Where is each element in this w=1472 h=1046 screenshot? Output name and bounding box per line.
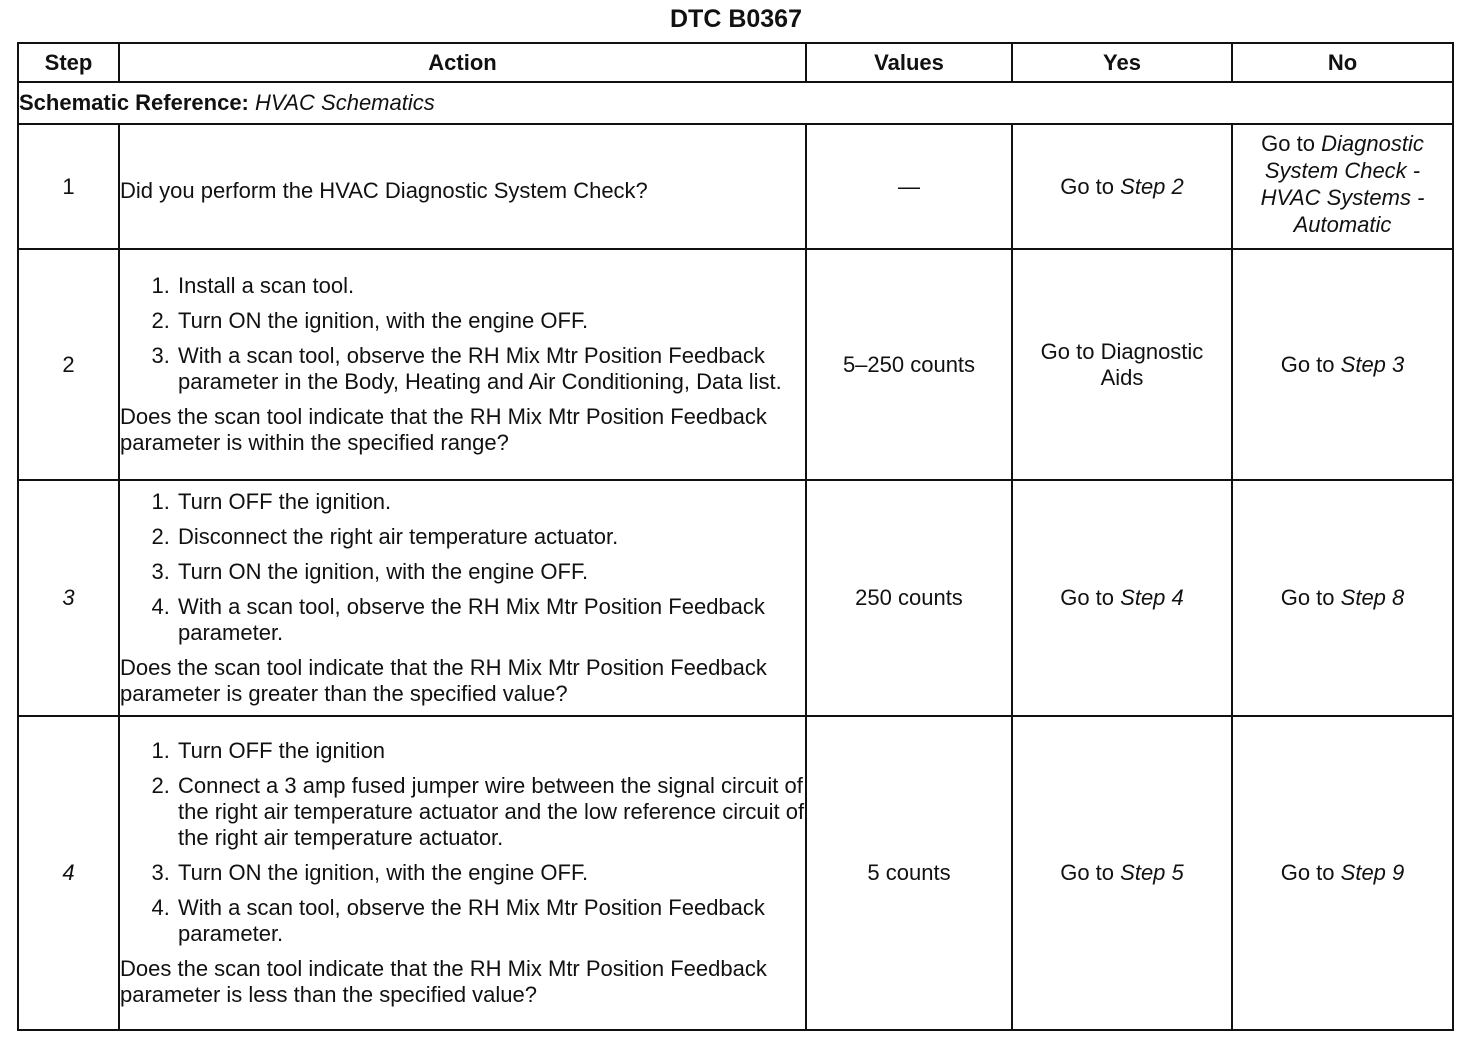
list-item: 4. With a scan tool, observe the RH Mix Mtr Position Feedback parameter.	[176, 594, 805, 646]
value-cell: 5–250 counts	[806, 249, 1012, 480]
no-link[interactable]: Step 3	[1340, 351, 1405, 377]
value-cell: —	[806, 124, 1012, 249]
list-item: 2. Connect a 3 amp fused jumper wire between the signal circuit of the right air temperature actuator and the low reference circuit of the right air temperature actuator.	[176, 773, 805, 851]
header-values: Values	[806, 43, 1012, 82]
action-cell	[119, 716, 806, 1030]
action-cell	[119, 249, 806, 480]
action-steps-list	[120, 738, 805, 947]
schematic-reference-link[interactable]: HVAC Schematics	[255, 90, 435, 115]
value-cell: 250 counts	[806, 480, 1012, 716]
header-action: Action	[119, 43, 806, 82]
action-steps-list	[120, 489, 805, 646]
table-row	[18, 480, 1453, 716]
header-row	[18, 43, 1453, 82]
list-item: 2. Disconnect the right air temperature actuator.	[176, 524, 805, 550]
no-prefix: Go to	[1280, 351, 1335, 377]
table-row	[18, 124, 1453, 249]
value-cell: 5 counts	[806, 716, 1012, 1030]
action-steps-list	[120, 273, 805, 395]
yes-cell	[1012, 249, 1232, 480]
table-row	[18, 716, 1453, 1030]
schematic-reference-label: Schematic Reference:	[19, 90, 249, 115]
header-step: Step	[18, 43, 119, 82]
no-prefix: Go to	[1280, 585, 1335, 610]
list-item: 1. Install a scan tool.	[176, 273, 805, 299]
yes-link[interactable]: Step 4	[1120, 585, 1184, 610]
yes-prefix: Go to	[1060, 173, 1115, 199]
yes-link[interactable]: Step 2	[1120, 173, 1184, 199]
table-row	[18, 249, 1453, 480]
step-number: 2	[18, 249, 119, 480]
action-question: Did you perform the HVAC Diagnostic System Check?	[120, 177, 648, 203]
header-no: No	[1232, 43, 1453, 82]
yes-prefix: Go to	[1060, 585, 1115, 610]
list-item: 2. Turn ON the ignition, with the engine OFF.	[176, 308, 805, 334]
no-cell	[1232, 249, 1453, 480]
yes-prefix: Go to	[1060, 860, 1115, 885]
list-item: 1. Turn OFF the ignition	[176, 738, 805, 764]
document-title: DTC B0367	[670, 5, 802, 33]
yes-cell	[1012, 124, 1232, 249]
action-cell	[119, 480, 806, 716]
action-question: Does the scan tool indicate that the RH Mix Mtr Position Feedback parameter is within the specified range?	[120, 404, 767, 455]
schematic-reference	[18, 82, 1453, 124]
no-link[interactable]: Step 8	[1340, 585, 1405, 610]
step-number: 4	[18, 716, 119, 1030]
schematic-reference-row	[18, 82, 1453, 124]
no-link[interactable]: Step 9	[1340, 860, 1405, 885]
list-item: 3. Turn ON the ignition, with the engine OFF.	[176, 860, 805, 886]
header-yes: Yes	[1012, 43, 1232, 82]
diagnostic-table	[17, 42, 1454, 1031]
yes-link[interactable]: Go to Diagnostic Aids	[1040, 338, 1204, 390]
list-item: 1. Turn OFF the ignition.	[176, 489, 805, 515]
step-number: 1	[18, 124, 119, 249]
list-item: 3. Turn ON the ignition, with the engine OFF.	[176, 559, 805, 585]
no-prefix: Go to	[1261, 130, 1315, 156]
list-item: 3. With a scan tool, observe the RH Mix Mtr Position Feedback parameter in the Body, Heating and Air Conditioning, Data list.	[176, 343, 805, 395]
action-question: Does the scan tool indicate that the RH Mix Mtr Position Feedback parameter is greater than the specified value?	[120, 655, 767, 706]
yes-cell	[1012, 480, 1232, 716]
list-item: 4. With a scan tool, observe the RH Mix Mtr Position Feedback parameter.	[176, 895, 805, 947]
action-question: Does the scan tool indicate that the RH Mix Mtr Position Feedback parameter is less than the specified value?	[120, 956, 767, 1007]
yes-cell	[1012, 716, 1232, 1030]
no-cell	[1232, 480, 1453, 716]
action-cell	[119, 124, 806, 249]
step-number: 3	[18, 480, 119, 716]
no-prefix: Go to	[1280, 860, 1335, 885]
no-cell	[1232, 124, 1453, 249]
no-link[interactable]: Diagnostic System Check - HVAC Systems - Automatic	[1260, 130, 1425, 237]
no-cell	[1232, 716, 1453, 1030]
yes-link[interactable]: Step 5	[1120, 860, 1184, 885]
